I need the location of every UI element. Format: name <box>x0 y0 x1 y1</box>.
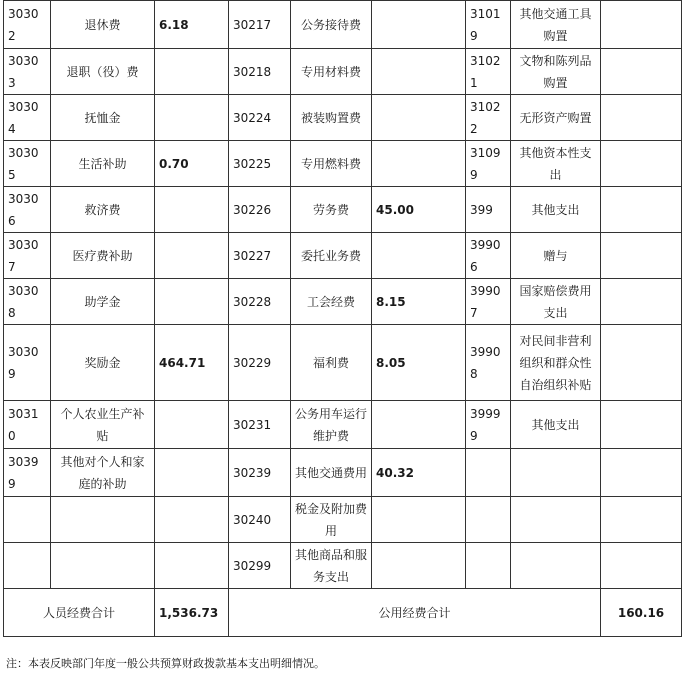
item-name-cell: 无形资产购置 <box>511 95 601 141</box>
amount-cell <box>155 279 229 325</box>
amount-cell <box>155 187 229 233</box>
amount-cell <box>155 49 229 95</box>
item-name-cell: 其他商品和服务支出 <box>291 543 372 589</box>
amount-cell <box>601 49 682 95</box>
code-cell: 30224 <box>229 95 291 141</box>
amount-cell: 464.71 <box>155 325 229 401</box>
code-cell: 30302 <box>4 1 51 49</box>
code-cell: 30226 <box>229 187 291 233</box>
code-cell: 30304 <box>4 95 51 141</box>
code-cell: 30307 <box>4 233 51 279</box>
item-name-cell: 劳务费 <box>291 187 372 233</box>
amount-cell <box>155 497 229 543</box>
code-cell: 30231 <box>229 401 291 449</box>
table-row <box>4 233 682 279</box>
code-cell: 30218 <box>229 49 291 95</box>
code-cell: 30228 <box>229 279 291 325</box>
table-row <box>4 95 682 141</box>
table-row <box>4 1 682 49</box>
item-name-cell: 福利费 <box>291 325 372 401</box>
amount-cell <box>372 233 466 279</box>
item-name-cell: 救济费 <box>51 187 155 233</box>
amount-cell: 0.70 <box>155 141 229 187</box>
amount-cell: 8.05 <box>372 325 466 401</box>
item-name-cell: 助学金 <box>51 279 155 325</box>
item-name-cell: 其他支出 <box>511 401 601 449</box>
code-cell: 31021 <box>466 49 511 95</box>
code-cell: 30308 <box>4 279 51 325</box>
amount-cell <box>601 497 682 543</box>
item-name-cell: 工会经费 <box>291 279 372 325</box>
table-note: 注：本表反映部门年度一般公共预算财政拨款基本支出明细情况。 <box>6 657 325 670</box>
item-name-cell: 医疗费补助 <box>51 233 155 279</box>
table-row <box>4 401 682 449</box>
item-name-cell: 税金及附加费用 <box>291 497 372 543</box>
code-cell <box>4 497 51 543</box>
amount-cell <box>372 401 466 449</box>
amount-cell: 40.32 <box>372 449 466 497</box>
item-name-cell: 委托业务费 <box>291 233 372 279</box>
table-row <box>4 449 682 497</box>
item-name-cell: 奖励金 <box>51 325 155 401</box>
item-name-cell: 个人农业生产补贴 <box>51 401 155 449</box>
code-cell: 31019 <box>466 1 511 49</box>
amount-cell: 45.00 <box>372 187 466 233</box>
table-row <box>4 543 682 589</box>
code-cell: 30240 <box>229 497 291 543</box>
item-name-cell: 其他资本性支出 <box>511 141 601 187</box>
item-name-cell: 公务接待费 <box>291 1 372 49</box>
item-name-cell <box>511 543 601 589</box>
item-name-cell: 文物和陈列品购置 <box>511 49 601 95</box>
item-name-cell: 公务用车运行维护费 <box>291 401 372 449</box>
code-cell: 30306 <box>4 187 51 233</box>
code-cell: 30309 <box>4 325 51 401</box>
table-body <box>4 1 682 589</box>
code-cell: 30310 <box>4 401 51 449</box>
amount-cell <box>601 141 682 187</box>
item-name-cell <box>511 497 601 543</box>
item-name-cell: 专用燃料费 <box>291 141 372 187</box>
table-row <box>4 49 682 95</box>
amount-cell <box>601 279 682 325</box>
code-cell: 30217 <box>229 1 291 49</box>
code-cell: 30303 <box>4 49 51 95</box>
code-cell: 30225 <box>229 141 291 187</box>
code-cell: 30229 <box>229 325 291 401</box>
item-name-cell: 其他交通工具购置 <box>511 1 601 49</box>
amount-cell <box>372 95 466 141</box>
personnel-total-label: 人员经费合计 <box>4 589 155 637</box>
item-name-cell <box>51 497 155 543</box>
code-cell: 30399 <box>4 449 51 497</box>
amount-cell <box>601 543 682 589</box>
code-cell: 30239 <box>229 449 291 497</box>
code-cell: 30227 <box>229 233 291 279</box>
table-row <box>4 325 682 401</box>
amount-cell <box>372 497 466 543</box>
amount-cell <box>155 233 229 279</box>
item-name-cell: 专用材料费 <box>291 49 372 95</box>
amount-cell <box>601 233 682 279</box>
code-cell <box>466 449 511 497</box>
amount-cell <box>601 187 682 233</box>
code-cell: 30299 <box>229 543 291 589</box>
amount-cell <box>372 49 466 95</box>
table-row <box>4 187 682 233</box>
item-name-cell: 其他支出 <box>511 187 601 233</box>
code-cell <box>466 497 511 543</box>
amount-cell <box>155 543 229 589</box>
table-row <box>4 279 682 325</box>
code-cell: 399 <box>466 187 511 233</box>
amount-cell <box>601 401 682 449</box>
personnel-total-value: 1,536.73 <box>155 589 229 637</box>
amount-cell <box>601 325 682 401</box>
amount-cell <box>601 1 682 49</box>
code-cell: 39907 <box>466 279 511 325</box>
code-cell <box>466 543 511 589</box>
item-name-cell <box>51 543 155 589</box>
item-name-cell: 退职（役）费 <box>51 49 155 95</box>
code-cell: 39906 <box>466 233 511 279</box>
item-name-cell: 其他对个人和家庭的补助 <box>51 449 155 497</box>
amount-cell: 8.15 <box>372 279 466 325</box>
amount-cell <box>155 401 229 449</box>
item-name-cell: 对民间非营利组织和群众性自治组织补贴 <box>511 325 601 401</box>
code-cell: 31099 <box>466 141 511 187</box>
item-name-cell: 退休费 <box>51 1 155 49</box>
item-name-cell <box>511 449 601 497</box>
amount-cell <box>372 141 466 187</box>
amount-cell: 6.18 <box>155 1 229 49</box>
code-cell <box>4 543 51 589</box>
item-name-cell: 赠与 <box>511 233 601 279</box>
amount-cell <box>601 95 682 141</box>
amount-cell <box>155 95 229 141</box>
item-name-cell: 国家赔偿费用支出 <box>511 279 601 325</box>
table-row <box>4 141 682 187</box>
code-cell: 39999 <box>466 401 511 449</box>
item-name-cell: 被装购置费 <box>291 95 372 141</box>
amount-cell <box>155 449 229 497</box>
public-total-label: 公用经费合计 <box>229 589 601 637</box>
code-cell: 39908 <box>466 325 511 401</box>
amount-cell <box>601 449 682 497</box>
amount-cell <box>372 543 466 589</box>
public-total-value: 160.16 <box>601 589 682 637</box>
code-cell: 31022 <box>466 95 511 141</box>
item-name-cell: 抚恤金 <box>51 95 155 141</box>
amount-cell <box>372 1 466 49</box>
item-name-cell: 其他交通费用 <box>291 449 372 497</box>
budget-expense-table <box>3 0 682 637</box>
item-name-cell: 生活补助 <box>51 141 155 187</box>
code-cell: 30305 <box>4 141 51 187</box>
table-row <box>4 497 682 543</box>
totals-row <box>4 589 682 637</box>
